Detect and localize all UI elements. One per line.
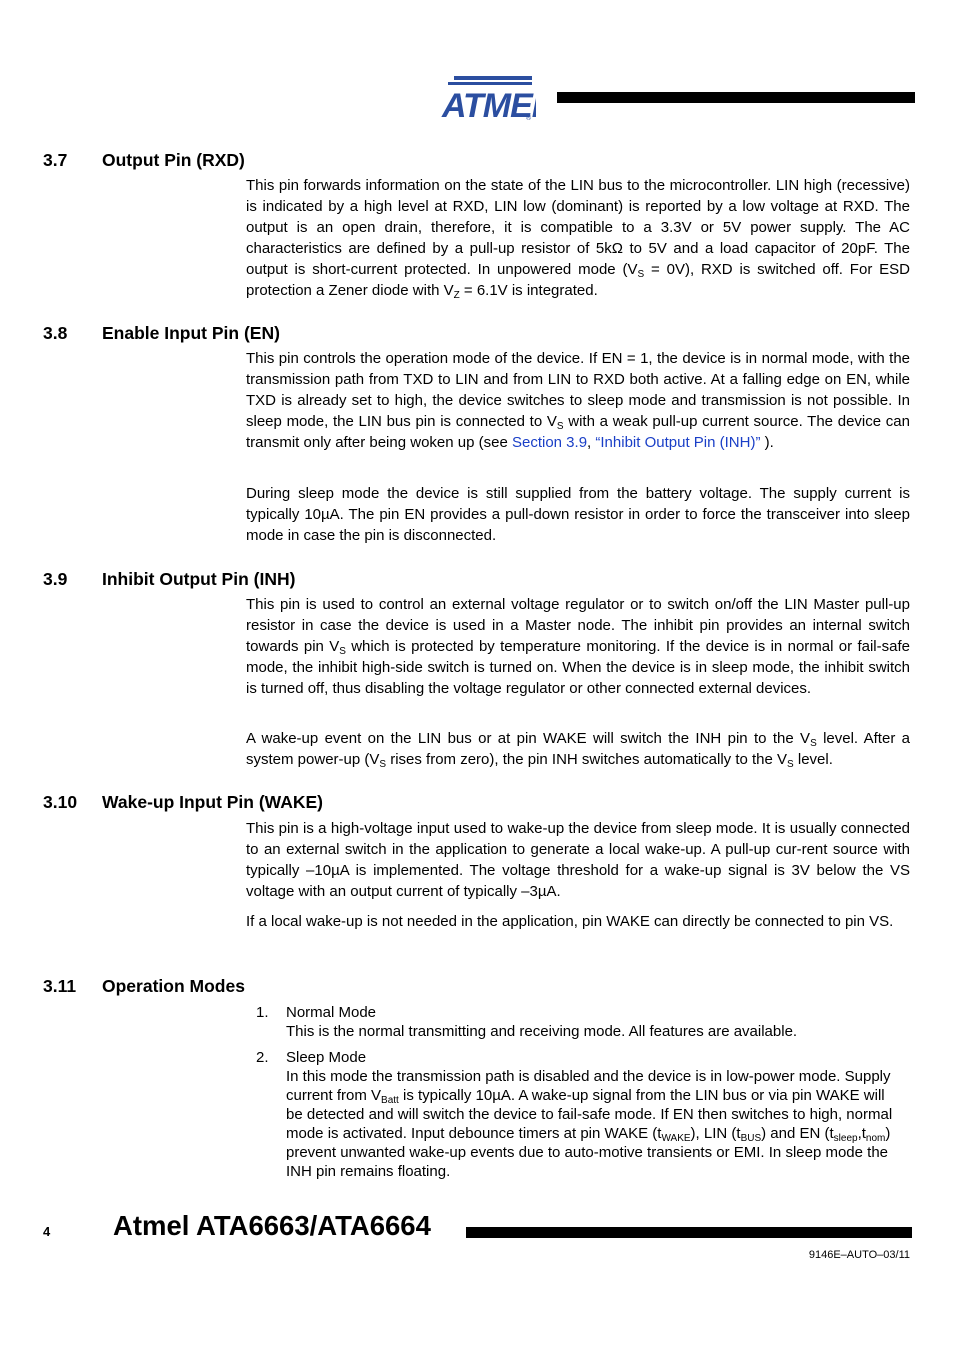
section-title: Operation Modes xyxy=(102,976,245,996)
list-item-heading: Normal Mode xyxy=(286,1004,377,1021)
section-number: 3.10 xyxy=(43,792,78,812)
logo-registered: ® xyxy=(526,115,532,122)
paragraph-output-pin: This pin forwards information on the state of the LIN bus to the microcontroller. LIN high (recessive) is indicated by a high level at RXD, LIN low (dominant) is reported by a low voltage at RXD. The output is an open drain, therefore, it is compatible to a 3.3V or 5V power supply. The AC characteristics are defined by a pull-up resistor of 5kΩ to 5V and a load capacitor of 20pF. The output is short-current protected. In unpowered mode $(V_S = 0V)$, RXD is switched off. For ESD protection a Zener diode with $V_Z = 6.1V$ is integrated. xyxy=(246,177,911,301)
list-item-body: This is the normal transmitting and receiving mode. All features are available. xyxy=(286,1023,798,1040)
paragraph-wake-pin: This pin is a high-voltage input used to wake-up the device from sleep mode. It is usually connected to an external switch in the application to generate a local wake-up. A pull-up cur-rent source with typically –10µA is implemented. The voltage threshold for a wake-up signal is 3V below the VS voltage with an output current of typically –3µA. xyxy=(246,820,910,900)
atmel-logo xyxy=(440,74,536,122)
header-rule xyxy=(557,92,915,103)
list-item-heading: Sleep Mode xyxy=(286,1049,367,1066)
list-number: 2. xyxy=(256,1049,269,1066)
section-number: 3.7 xyxy=(43,150,68,170)
section-heading-3-8 xyxy=(43,323,280,344)
document-code: 9146E–AUTO–03/11 xyxy=(808,1249,910,1261)
section-title: Output Pin (RXD) xyxy=(102,150,245,170)
section-number: 3.11 xyxy=(43,976,77,996)
inhibit-output-link[interactable]: “Inhibit Output Pin (INH)” xyxy=(595,434,761,451)
section-number: 3.9 xyxy=(43,569,68,589)
section-number: 3.8 xyxy=(43,323,68,343)
paragraph-inhibit-pin: This pin is used to control an external voltage regulator or to switch on/off the LIN Master pull-up resistor in case the device is used in a Master node. The inhibit pin provides an internal switch towards pin $V_S$ which is protected by temperature monitoring. If the device is in normal or fail-safe mode, the inhibit high-side switch is turned on. When the device is in sleep mode, the inhibit switch is turned off, thus disabling the voltage regulator or other connected external devices. xyxy=(246,596,910,697)
section-link[interactable]: Section 3.9 xyxy=(511,434,588,451)
list-number: 1. xyxy=(256,1004,269,1021)
paragraph-local-wake: If a local wake-up is not needed in the application, pin WAKE can directly be connected to pin VS. xyxy=(246,913,894,930)
logo-text: ATME xyxy=(442,87,532,122)
section-heading-3-9 xyxy=(43,569,295,590)
paragraph-wake-event: A wake-up event on the LIN bus or at pin WAKE will switch the INH pin to the $V_S$ level. After a system power-up ($V_S$ rises from zero), the pin INH switches automatically to the $V_S$ level. xyxy=(246,730,911,770)
footer-rule xyxy=(466,1227,912,1238)
section-title: Wake-up Input Pin (WAKE) xyxy=(102,792,323,812)
paragraph-enable-pin: This pin controls the operation mode of the device. If EN = 1, the device is in normal mode, with the transmission path from TXD to LIN and from LIN to RXD both active. At a falling edge on EN, while TXD is already set to high, the device switches to sleep mode and transmission is not possible. In sleep mode, the LIN bus pin is connected to $V_S$ with a weak pull-up current source. The device can transmit only after being woken up (see Section 3.9, “Inhibit Output Pin (INH)” ). xyxy=(246,350,910,451)
paragraph-sleep-supply: During sleep mode the device is still supplied from the battery voltage. The supply current is typically 10µA. The pin EN provides a pull-down resistor in order to force the transceiver into sleep mode in case the pin is disconnected. xyxy=(246,485,910,544)
operation-modes-list xyxy=(256,1003,896,1181)
section-title: Inhibit Output Pin (INH) xyxy=(102,569,296,589)
footer-title: Atmel ATA6663/ATA6664 xyxy=(113,1210,431,1241)
section-heading-3-11 xyxy=(43,976,245,997)
list-item-body: In this mode the transmission path is disabled and the device is in low-power mode. Supply current from $V_{Batt}$ is typically 10µA. A wake-up signal from the LIN bus or via pin WAKE will be detected and will switch the device to fail-safe mode. If EN then switches to high, normal mode is activated. Input debounce timers at pin WAKE $(t_{WAKE})$, LIN $(t_{BUS})$ and EN $(t_{sleep},t_{nom})$ prevent unwanted wake-up events due to auto-motive transients or EMI. In sleep mode the INH pin remains floating. xyxy=(286,1068,893,1180)
section-heading-3-10 xyxy=(43,792,323,813)
page-number: 4 xyxy=(43,1224,51,1239)
section-heading-3-7 xyxy=(43,150,245,171)
section-title: Enable Input Pin (EN) xyxy=(102,323,280,343)
list-item xyxy=(256,1003,896,1041)
list-item xyxy=(256,1048,896,1181)
